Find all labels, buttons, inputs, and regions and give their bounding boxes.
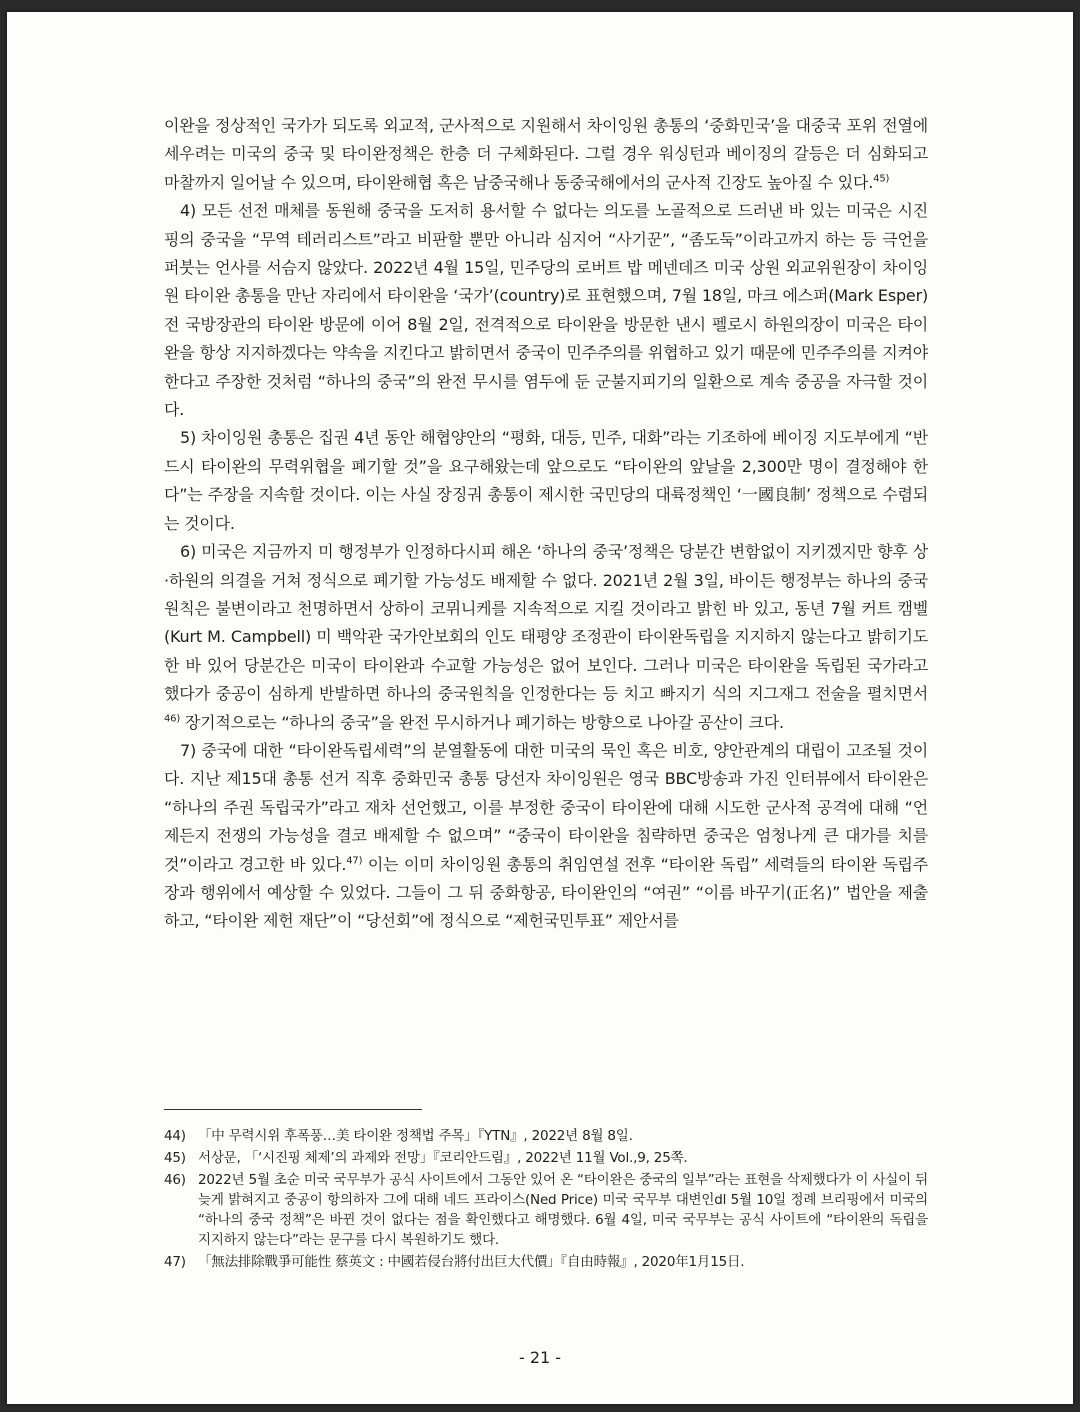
footnote-text: 서상문, 「‘시진핑 체제’의 과제와 전망」『코리안드림』, 2022년 11월 Vol.,9, 25쪽.: [198, 1150, 688, 1166]
footnote-number: 46): [164, 1172, 186, 1188]
footnote-divider: [164, 1109, 422, 1110]
footnote-number: 45): [164, 1150, 186, 1166]
footnote-ref-46[interactable]: 46): [164, 713, 181, 725]
footnote-text: 「中 무력시위 후폭풍…美 타이완 정책법 주목」『YTN』, 2022년 8월 8일.: [198, 1128, 633, 1144]
footnotes: [164, 1126, 928, 1274]
paragraph-3: [164, 424, 928, 538]
footnote-47: [164, 1252, 928, 1272]
footnote-46: [164, 1170, 928, 1250]
footnote-ref-45[interactable]: 45): [873, 173, 890, 185]
document-page: [7, 12, 1073, 1404]
paragraph-1: [164, 112, 928, 197]
body-text: [164, 112, 928, 936]
paragraph-text: 5) 차이잉원 총통은 집권 4년 동안 해협양안의 “평화, 대등, 민주, 대화”라는 기조하에 베이징 지도부에게 “반드시 타이완의 무력위협을 폐기할 것”을 요구해왔는데 앞으로도 “타이완의 앞날을 2,300만 명이 결정해야 한다”는 주장을 지속할 것이다. 이는 사실 장징궈 총통이 제시한 국민당의 대륙정책인 ‘一國良制’ 정책으로 수렴되는 것이다.: [164, 428, 928, 533]
footnote-number: 47): [164, 1254, 186, 1270]
page-number: - 21 -: [518, 1348, 562, 1367]
paragraph-2: [164, 197, 928, 424]
paragraph-text: 이는 이미 차이잉원 총통의 취임연설 전후 “타이완 독립” 세력들의 타이완 독립주장과 행위에서 예상할 수 있었다. 그들이 그 뒤 중화항공, 타이완인의 “여권” “이름 바꾸기(正名)” 법안을 제출하고, “타이완 제헌 재단”이 “당선회”에 정식으로 “제헌국민투표” 제안서를: [164, 854, 928, 931]
footnote-text: 2022년 5월 초순 미국 국무부가 공식 사이트에서 그동안 있어 온 “타이완은 중국의 일부”라는 표현을 삭제했다가 이 사실이 뒤늦게 밝혀지고 중공이 항의하자 그에 대해 네드 프라이스(Ned Price) 미국 국무부 대변인dl 5월 10일 정례 브리핑에서 미국의 “하나의 중국 정책”은 바뀐 것이 없다는 점을 확인했다고 해명했다. 6월 4일, 미국 국무부는 공식 사이트에 “타이완의 독립을 지지하지 않는다”라는 문구를 다시 복원하기도 했다.: [198, 1172, 928, 1248]
paragraph-text: 4) 모든 선전 매체를 동원해 중국을 도저히 용서할 수 없다는 의도를 노골적으로 드러낸 바 있는 미국은 시진핑의 중국을 “무역 테러리스트”라고 비판할 뿐만 아니라 심지어 “사기꾼”, “좀도둑”이라고까지 하는 등 극언을 퍼붓는 언사를 서슴지 않았다. 2022년 4월 15일, 민주당의 로버트 밥 메넨데즈 미국 상원 외교위원장이 차이잉원 타이완 총통을 만난 자리에서 타이완을 ‘국가’(country)로 표현했으며, 7월 18일, 마크 에스퍼(Mark Esper) 전 국방장관의 타이완 방문에 이어 8월 2일, 전격적으로 타이완을 방문한 낸시 펠로시 하원의장이 미국은 타이완을 항상 지지하겠다는 약속을 지킨다고 밝히면서 중국이 민주주의를 위협하고 있기 때문에 민주주의를 지켜야 한다고 주장한 것처럼 “하나의 중국”의 완전 무시를 염두에 둔 군불지피기의 일환으로 계속 중공을 자극할 것이다.: [164, 201, 928, 420]
paragraph-text: 장기적으로는 “하나의 중국”을 완전 무시하거나 폐기하는 방향으로 나아갈 공산이 크다.: [180, 712, 784, 732]
footnote-44: [164, 1126, 928, 1146]
footnote-text: 「無法排除戰爭可能性 蔡英文 : 中國若侵台將付出巨大代價」『自由時報』, 2020年1月15日.: [198, 1254, 745, 1270]
paragraph-text: 이완을 정상적인 국가가 되도록 외교적, 군사적으로 지원해서 차이잉원 총통의 ‘중화민국’을 대중국 포위 전열에 세우려는 미국의 중국 및 타이완정책은 한층 더 구체화된다. 그럴 경우 워싱턴과 베이징의 갈등은 더 심화되고 마찰까지 일어날 수 있으며, 타이완해협 혹은 남중국해나 동중국해에서의 군사적 긴장도 높아질 수 있다.: [164, 116, 928, 192]
paragraph-4: [164, 538, 928, 737]
paragraph-text: 7) 중국에 대한 “타이완독립세력”의 분열활동에 대한 미국의 묵인 혹은 비호, 양안관계의 대립이 고조될 것이다. 지난 제15대 총통 선거 직후 중화민국 총통 당선자 차이잉원은 영국 BBC방송과 가진 인터뷰에서 타이완은 “하나의 주권 독립국가”라고 재차 선언했고, 이를 부정한 중국이 타이완에 대해 시도한 군사적 공격에 대해 “언제든지 전쟁의 가능성을 결코 배제할 수 없으며” “중국이 타이완을 침략하면 중국은 엄청나게 큰 대가를 치를 것”이라고 경고한 바 있다.: [164, 740, 928, 874]
paragraph-text: 6) 미국은 지금까지 미 행정부가 인정하다시피 해온 ‘하나의 중국’정책은 당분간 변함없이 지키겠지만 향후 상·하원의 의결을 거쳐 정식으로 폐기할 가능성도 배제할 수 없다. 2021년 2월 3일, 바이든 행정부는 하나의 중국 원칙은 불변이라고 천명하면서 상하이 코뮈니케를 지속적으로 지킬 것이라고 밝힌 바 있고, 동년 7월 커트 캠벨(Kurt M. Campbell) 미 백악관 국가안보회의 인도 태평양 조정관이 타이완독립을 지지하지 않는다고 밝히기도 한 바 있어 당분간은 미국이 타이완과 수교할 가능성은 없어 보인다. 그러나 미국은 타이완을 독립된 국가라고 했다가 중공이 심하게 반발하면 하나의 중국원칙을 인정한다는 등 치고 빠지기 식의 지그재그 전술을 펼치면서: [164, 542, 928, 704]
footnote-ref-47[interactable]: 47): [346, 855, 363, 867]
footnote-45: [164, 1148, 928, 1168]
footnote-number: 44): [164, 1128, 186, 1144]
paragraph-5: [164, 737, 928, 936]
